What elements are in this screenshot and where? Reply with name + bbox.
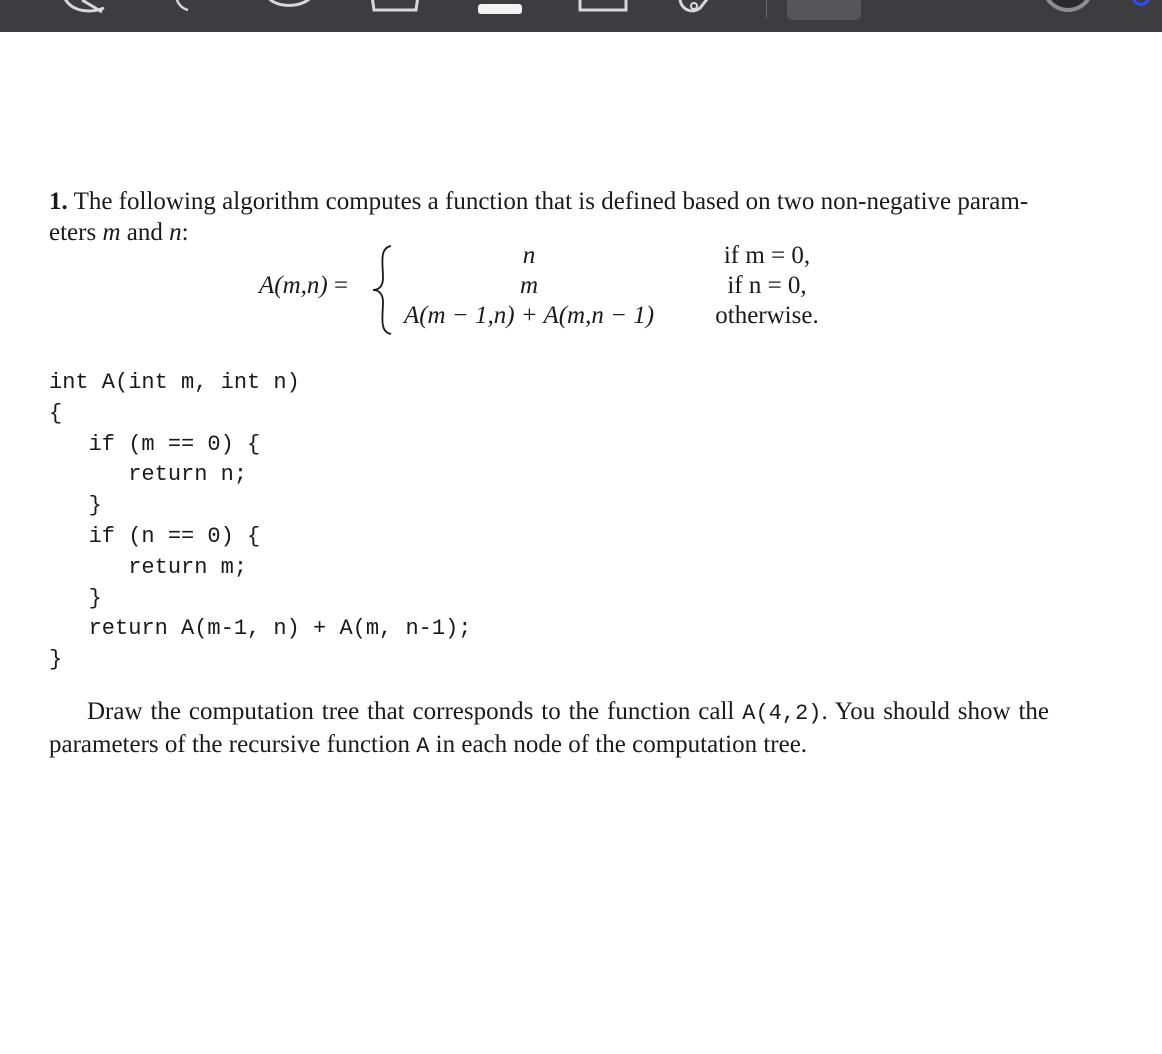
code-line: return n;: [49, 462, 248, 488]
text-box-icon[interactable]: [578, 0, 628, 14]
code-line: if (m == 0) {: [49, 431, 261, 457]
lhs-function: A: [259, 272, 275, 299]
toolbar-separator: [766, 0, 767, 18]
eraser-icon[interactable]: [476, 0, 524, 16]
code-line: {: [49, 400, 63, 426]
code-listing: [49, 368, 471, 676]
lhs-equals: =: [334, 272, 349, 299]
code-line: return A(m-1, n) + A(m, n-1);: [49, 616, 472, 642]
shape-icon[interactable]: [262, 0, 316, 14]
pen-icon[interactable]: [170, 0, 194, 14]
intro-text-2: eters: [49, 219, 103, 246]
question-func: A: [416, 734, 430, 759]
profile-icon[interactable]: [1040, 0, 1096, 12]
problem-intro: [49, 186, 1049, 248]
intro-and: and: [120, 219, 170, 246]
annotation-toolbar: [0, 0, 1162, 32]
lasso-icon[interactable]: [58, 0, 108, 14]
case-condition-3: otherwise.: [715, 302, 819, 329]
case-condition-2: if n = 0,: [727, 272, 807, 299]
color-swatch-icon[interactable]: [787, 0, 861, 20]
problem-number: 1.: [49, 188, 68, 215]
code-line: return m;: [49, 554, 248, 580]
highlighter-icon[interactable]: [370, 0, 420, 14]
code-line: int A(int m, int n): [49, 370, 300, 395]
problem-document: [49, 186, 1050, 759]
case-value-2: m: [519, 272, 539, 299]
lhs-args: (m,n): [274, 272, 328, 299]
case-condition-1: if m = 0,: [723, 242, 811, 269]
code-line: if (n == 0) {: [49, 523, 261, 549]
intro-colon: :: [181, 219, 189, 246]
question-part-1: Draw the computation tree that corresponds to the function call: [87, 698, 743, 725]
question-part-2: . You should show the parameters of the recursive function: [49, 698, 1050, 758]
intro-text-1: The following algorithm computes a function that is defined based on two non-negative param-: [73, 188, 1029, 215]
code-line: }: [49, 493, 102, 519]
question-call: A(4,2): [742, 701, 822, 726]
case-value-3: A(m − 1,n) + A(m,n − 1): [403, 302, 655, 329]
equation-lhs: [259, 272, 348, 300]
piecewise-equation: [49, 244, 1049, 336]
accent-dot-icon[interactable]: [1132, 0, 1150, 6]
question-text: [49, 696, 1049, 762]
tag-icon[interactable]: [678, 0, 710, 14]
param-m: m: [102, 219, 121, 246]
code-line: }: [49, 647, 63, 673]
question-part-3: in each node of the computation tree.: [429, 731, 808, 758]
code-line: }: [49, 585, 102, 611]
case-value-1: n: [522, 242, 536, 269]
param-n: n: [169, 219, 182, 246]
